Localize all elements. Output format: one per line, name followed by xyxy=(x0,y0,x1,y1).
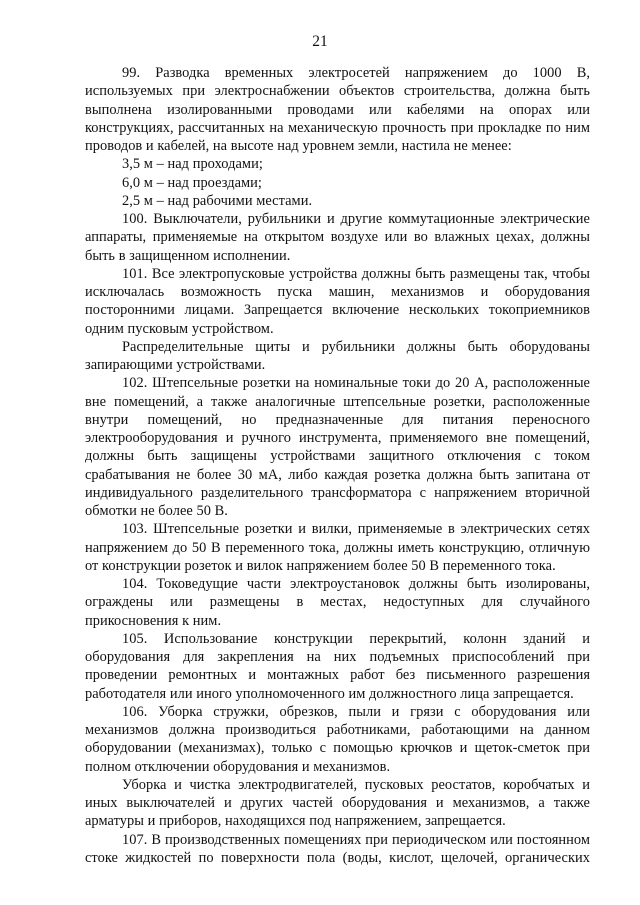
paragraph-103: 103. Штепсельные розетки и вилки, применяемые в электрических сетях напряжением до 50 В переменного тока, должны иметь конструкцию, отличную от конструкции розеток и вилок напряжением более 50 В переменного тока. xyxy=(85,521,590,574)
paragraph-104: 104. Токоведущие части электроустановок должны быть изолированы, ограждены или размещены в местах, недоступных для случайного прикосновения к ним. xyxy=(85,576,590,629)
paragraph-106: 106. Уборка стружки, обрезков, пыли и грязи с оборудования или механизмов должна производиться работниками, работающими на данном оборудовании (механизмах), только с помощью крючков и щеток-сметок при полном отключении оборудования и механизмов. xyxy=(85,703,590,775)
list-item-height-workplaces: 2,5 м – над рабочими местами. xyxy=(122,192,313,209)
paragraph-101: 101. Все электропусковые устройства должны быть размещены так, чтобы исключалась возможность пуска машин, механизмов и оборудования посторонними лицами. Запрещается включение нескольких токоприемников одним пусковым устройством. xyxy=(85,265,590,337)
paragraph-100: 100. Выключатели, рубильники и другие коммутационные электрические аппараты, применяемые на открытом воздухе или во влажных цехах, должны быть в защищенном исполнении. xyxy=(85,211,590,264)
paragraph-99: 99. Разводка временных электросетей напряжением до 1000 В, используемых при электроснабжении объектов строительства, должна быть выполнена изолированными проводами или кабелями на опорах или конструкциях, рассчитанных на механическую прочность при прокладке по ним проводов и кабелей, на высоте над уровнем земли, настила не менее: xyxy=(85,65,590,154)
list-item-height-passages: 3,5 м – над проходами; xyxy=(122,156,263,173)
paragraph-107: 107. В производственных помещениях при периодическом или постоянном стоке жидкостей по поверхности пола (воды, кислот, щелочей, органических xyxy=(85,831,590,866)
paragraph-106-cont: Уборка и чистка электродвигателей, пусковых реостатов, коробчатых и иных выключателей и других частей оборудования и механизмов, а также арматуры и приборов, находящихся под напряжением, запрещается. xyxy=(85,776,590,830)
paragraph-102: 102. Штепсельные розетки на номинальные токи до 20 А, расположенные вне помещений, а также аналогичные штепсельные розетки, расположенные внутри помещений, но предназначенные для питания переносного электрооборудования и ручного инструмента, применяемого вне помещений, должны быть защищены устройствами защитного отключения с током срабатывания не более 30 мА, либо каждая розетка должна быть запитана от индивидуального разделительного трансформатора с напряжением вторичной обмотки не более 50 В. xyxy=(85,375,590,519)
document-body xyxy=(85,64,590,867)
paragraph-101-cont: Распределительные щиты и рубильники должны быть оборудованы запирающими устройствами. xyxy=(85,338,590,373)
paragraph-105: 105. Использование конструкции перекрытий, колонн зданий и оборудования для закрепления на них подъемных приспособлений при проведении ремонтных и монтажных работ без письменного разрешения работодателя или иного уполномоченного им должностного лица запрещается. xyxy=(85,630,590,702)
page-number: 21 xyxy=(312,33,328,50)
list-item-height-driveways: 6,0 м – над проездами; xyxy=(122,174,262,191)
